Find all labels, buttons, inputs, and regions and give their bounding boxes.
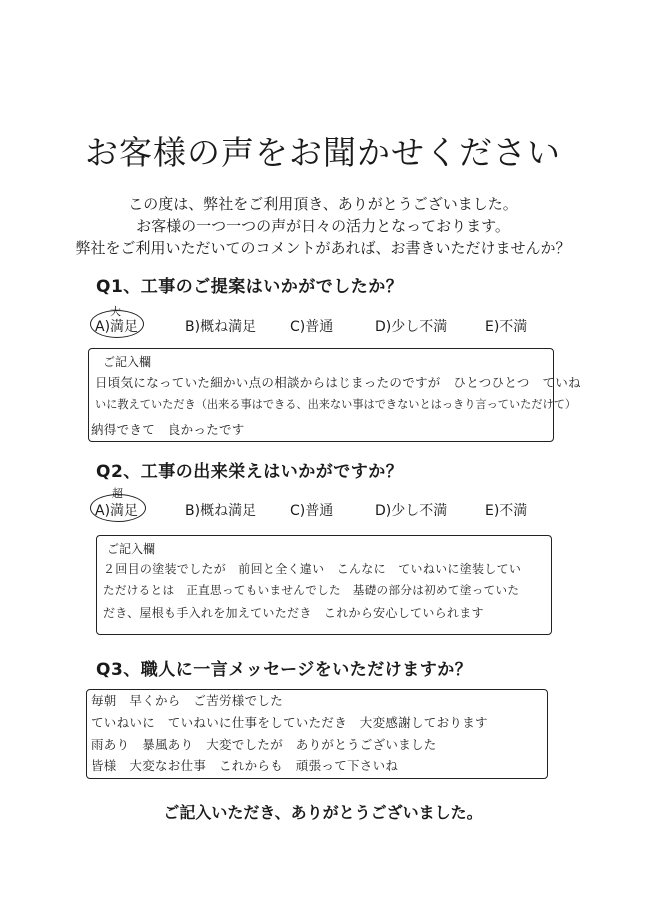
q2-option-d[interactable]: D)少し不満 [375, 503, 448, 519]
q2-option-c[interactable]: C)普通 [290, 503, 334, 519]
intro-line-1: この度は、弊社をご利用頂き、ありがとうございました。 [128, 195, 518, 213]
q3-answer-line-1: 毎朝 早くから ご苦労様でした [91, 693, 284, 708]
q1-option-b[interactable]: B)概ね満足 [185, 319, 257, 335]
q1-question: Q1、工事のご提案はいかがでしたか？ [96, 277, 404, 297]
q2-comment-box [96, 535, 552, 635]
q3-question: Q3、職人に一言メッセージをいただけますか？ [96, 660, 473, 680]
q2-selection-mark: 超 [112, 487, 123, 500]
q1-option-a[interactable]: A)満足 [95, 319, 139, 335]
q1-comment-box [88, 348, 581, 442]
q3-answer-line-3: 雨あり 暴風あり 大変でしたが ありがとうございました [91, 737, 437, 752]
q1-answer-line-3: 納得できて 良かったです [91, 422, 245, 437]
q1-option-e[interactable]: E)不満 [485, 319, 528, 335]
intro-line-2: お客様の一つ一つの声が日々の活力となっております。 [136, 217, 510, 235]
q1-box-label: ご記入欄 [103, 355, 152, 369]
q3-comment-box [86, 689, 548, 779]
q2-option-e[interactable]: E)不満 [485, 503, 528, 519]
q1-option-c[interactable]: C)普通 [290, 319, 334, 335]
q1-selection-mark: 大 [110, 305, 121, 318]
q2-option-b[interactable]: B)概ね満足 [185, 503, 257, 519]
q2-question: Q2、工事の出来栄えはいかがですか？ [96, 462, 404, 482]
intro-line-3: 弊社をご利用いただいてのコメントがあれば、お書きいただけませんか？ [75, 239, 571, 257]
q2-answer-line-3: だき、屋根も手入れを加えていただき これから安心していられます [103, 606, 484, 620]
q2-answer-line-1: ２回目の塗装でしたが 前回と全く違い こんなに ていねいに塗装してい [103, 562, 522, 576]
page-title: お客様の声をお聞かせください [85, 133, 561, 172]
q2-answer-line-2: ただけるとは 正直思ってもいませんでした 基礎の部分は初めて塗っていた [103, 583, 520, 597]
q1-answer-line-1: 日頃気になっていた細かい点の相談からはじまったのですが ひとつひとつ ていね [95, 375, 581, 390]
q2-option-a[interactable]: A)満足 [95, 503, 139, 519]
footer-thanks: ご記入いただき、ありがとうございました。 [163, 803, 483, 822]
q1-option-d[interactable]: D)少し不満 [375, 319, 448, 335]
q2-box-label: ご記入欄 [107, 542, 156, 556]
q1-answer-line-2: いに教えていただき（出来る事はできる、出来ない事はできないとはっきり言っていただけて） [95, 398, 577, 411]
q3-answer-line-2: ていねいに ていねいに仕事をしていただき 大変感謝しております [91, 715, 488, 730]
q3-answer-line-4: 皆様 大変なお仕事 これからも 頑張って下さいね [91, 758, 399, 773]
